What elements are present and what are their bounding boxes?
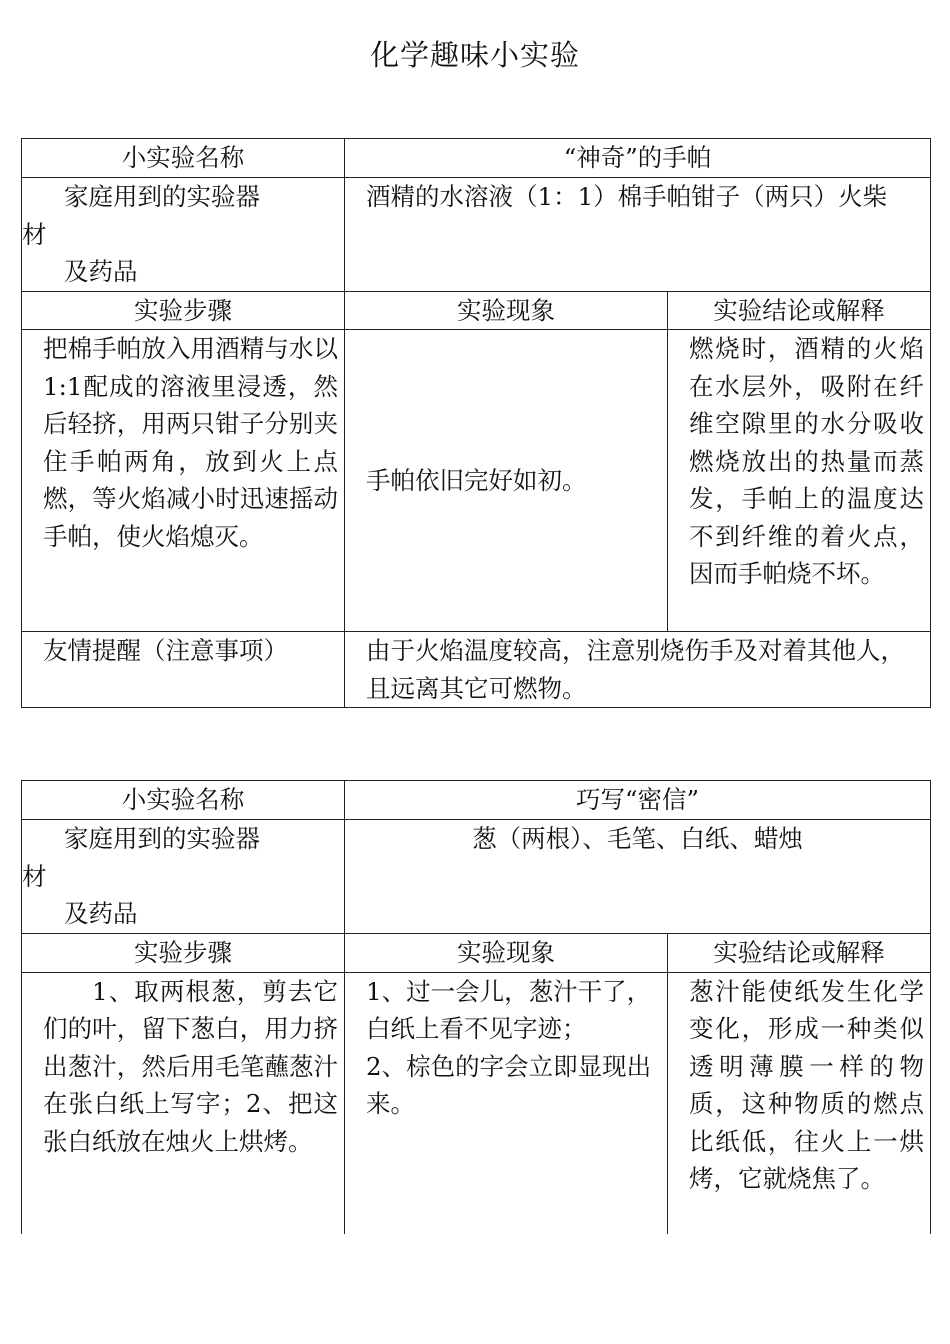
experiment-name: 巧写“密信” [345, 781, 931, 820]
materials-label-line2: 材 [22, 219, 47, 249]
materials-label-line1: 家庭用到的实验器 [64, 824, 260, 853]
materials-label [22, 820, 345, 934]
experiment-name-label: 小实验名称 [22, 781, 345, 820]
steps-header: 实验步骤 [22, 291, 345, 330]
phenomenon-header: 实验现象 [345, 291, 668, 330]
phenomenon-cell [345, 972, 668, 1234]
reminder-label: 友情提醒（注意事项） [22, 632, 345, 708]
conclusion-header: 实验结论或解释 [668, 934, 931, 973]
conclusion-text: 葱汁能使纸发生化学变化，形成一种类似透明薄膜一样的物质，这种物质的燃点比纸低，往火上一烘烤，它就烧焦了。 [668, 972, 931, 1234]
phenomenon-line-1: 1、过一会儿，葱汁干了，白纸上看不见字迹； [366, 976, 652, 1043]
conclusion-text: 燃烧时，酒精的火焰在水层外，吸附在纤维空隙里的水分吸收燃烧放出的热量而蒸发，手帕上的温度达不到纤维的着火点，因而手帕烧不坏。 [668, 330, 931, 632]
materials-value: 葱（两根）、毛笔、白纸、蜡烛 [345, 820, 931, 934]
experiment-table-2 [21, 780, 931, 1234]
experiment-name: “神奇”的手帕 [345, 139, 931, 178]
steps-text: 1、取两根葱，剪去它们的叶，留下葱白，用力挤出葱汁，然后用毛笔蘸葱汁在张白纸上写字；2、把这张白纸放在烛火上烘烤。 [22, 972, 345, 1234]
materials-label-line3: 及药品 [64, 899, 138, 928]
document-title: 化学趣味小实验 [369, 38, 580, 72]
materials-value: 酒精的水溶液（1：1）棉手帕钳子（两只）火柴 [345, 178, 931, 292]
phenomenon-line-2: 2、棕色的字会立即显现出来。 [366, 1051, 652, 1118]
phenomenon-text: 手帕依旧完好如初。 [345, 330, 668, 632]
phenomenon-header: 实验现象 [345, 934, 668, 973]
reminder-text: 由于火焰温度较高，注意别烧伤手及对着其他人，且远离其它可燃物。 [345, 632, 931, 708]
experiment-table-1 [21, 138, 931, 708]
materials-label-line1: 家庭用到的实验器 [64, 182, 260, 211]
experiment-name-label: 小实验名称 [22, 139, 345, 178]
steps-text: 把棉手帕放入用酒精与水以1:1配成的溶液里浸透，然后轻挤，用两只钳子分别夹住手帕两角，放到火上点燃，等火焰减小时迅速摇动手帕，使火焰熄灭。 [22, 330, 345, 632]
steps-header: 实验步骤 [22, 934, 345, 973]
materials-label-line2: 材 [22, 861, 47, 891]
materials-label [22, 178, 345, 292]
conclusion-header: 实验结论或解释 [668, 291, 931, 330]
materials-label-line3: 及药品 [64, 257, 138, 286]
